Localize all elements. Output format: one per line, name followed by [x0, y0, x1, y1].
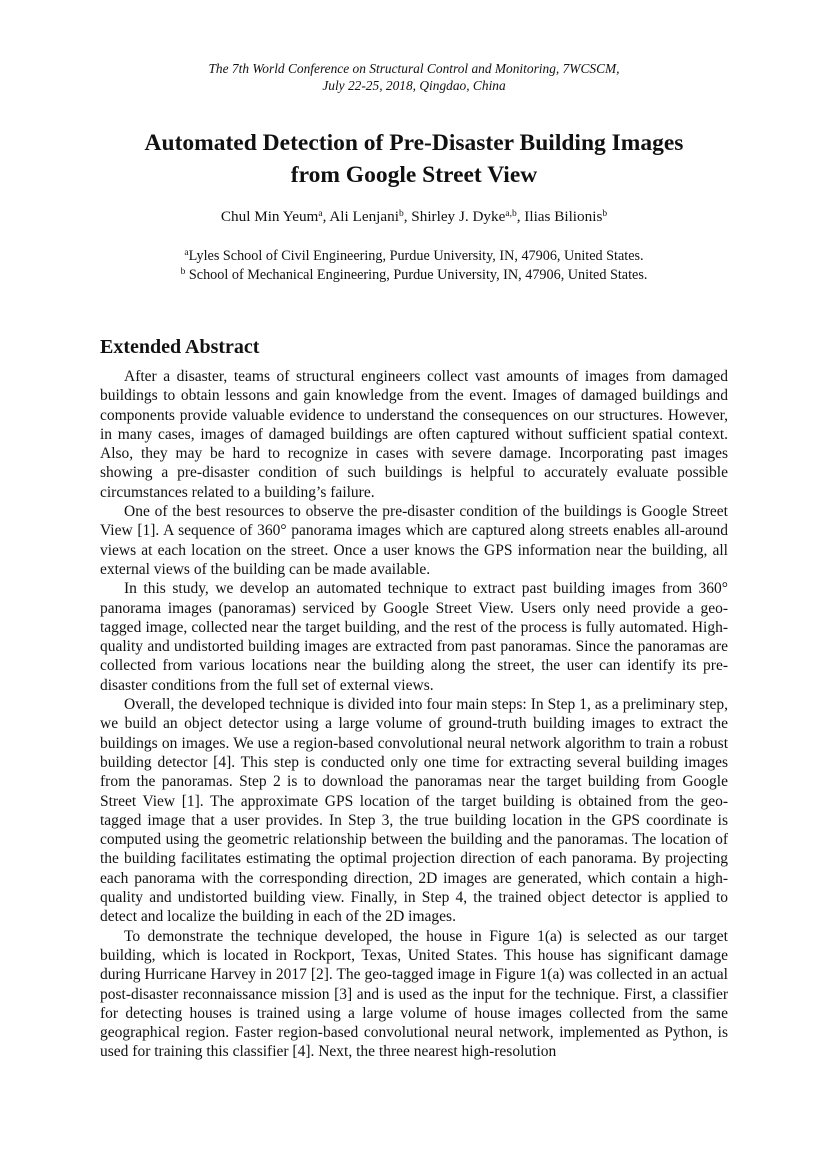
affiliation-text: Lyles School of Civil Engineering, Purdue University, IN, 47906, United States. [188, 248, 644, 264]
author-name: Shirley J. Dyke [411, 208, 506, 225]
author [221, 208, 323, 225]
conference-header [0, 60, 828, 94]
title-line-2: from Google Street View [290, 162, 538, 188]
author-affiliation-mark: b [602, 209, 608, 219]
affiliation-mark: b [180, 267, 186, 277]
title-line-1: Automated Detection of Pre-Disaster Building Images [144, 130, 684, 156]
paragraph: After a disaster, teams of structural engineers collect vast amounts of images from damaged buildings to obtain lessons and gain knowledge from the event. Images of damaged buildings and components provide valuable evidence to understand the consequences on our structures. However, in many cases, images of damaged buildings are often captured without sufficient spatial context. Also, they may be hard to recognize in cases with severe damage. Incorporating past images showing a pre-disaster condition of such buildings is helpful to accurately evaluate possible circumstances related to a building’s failure. [100, 368, 728, 501]
author-affiliation-mark: b [398, 209, 404, 219]
affiliation [0, 247, 828, 266]
conference-line-2: July 22-25, 2018, Qingdao, China [322, 78, 506, 93]
affiliation-text: School of Mechanical Engineering, Purdue University, IN, 47906, United States. [188, 267, 648, 283]
conference-line-1: The 7th World Conference on Structural Control and Monitoring, 7WCSCM, [208, 61, 620, 76]
paragraph: One of the best resources to observe the pre-disaster condition of the buildings is Google Street View [1]. A sequence of 360° panorama images which are captured along streets enables all-around views at each location on the street. Once a user knows the GPS information near the building, all external views of the building can be made available. [100, 503, 728, 578]
paragraph: To demonstrate the technique developed, the house in Figure 1(a) is selected as our target building, which is located in Rockport, Texas, United States. This house has significant damage during Hurricane Harvey in 2017 [2]. The geo-tagged image in Figure 1(a) was collected in an actual post-disaster reconnaissance mission [3] and is used as the input for the technique. First, a classifier for detecting houses is trained using a large volume of house images collected from the same geographical region. Faster region-based convolutional neural network, implemented as Python, is used for training this classifier [4]. Next, the three nearest high-resolution [100, 927, 728, 1061]
affiliation-list [0, 247, 828, 285]
affiliation [0, 266, 828, 285]
author [524, 208, 607, 225]
author-affiliation-mark: a,b [505, 209, 517, 219]
paper-title [0, 127, 828, 191]
author-list: Chul Min Yeum$^a$, Ali Lenjani$^b$, Shirley J. Dyke$^{a,b}$, Ilias Bilionis$^b$ [220, 208, 608, 225]
section-heading: Extended Abstract [100, 336, 260, 358]
author [411, 208, 516, 225]
author [329, 208, 403, 225]
paragraph: In this study, we develop an automated technique to extract past building images from 360° panorama images (panoramas) serviced by Google Street View. Users only need provide a geo-tagged image, collected near the target building, and the rest of the process is fully automated. High-quality and undistorted building images are extracted from past panoramas. Since the panoramas are collected from various locations near the building along the street, the user can identify its pre-disaster conditions from the full set of external views. [100, 580, 728, 694]
author-name: Chul Min Yeum [220, 208, 319, 225]
paragraph: Overall, the developed technique is divided into four main steps: In Step 1, as a preliminary step, we build an object detector using a large volume of ground-truth building images to extract the buildings on images. We use a region-based convolutional neural network algorithm to train a robust building detector [4]. This step is conducted only one time for extracting several building images from the panoramas. Step 2 is to download the panoramas near the target building from Google Street View [1]. The approximate GPS location of the target building is obtained from the geo-tagged image that a user provides. In Step 3, the true building location in the GPS coordinate is computed using the geometric relationship between the building and the panoramas. The location of the building facilitates estimating the optimal projection direction of each panorama. By projecting each panorama with the corresponding direction, 2D images are generated, which contain a high-quality and undistorted building view. Finally, in Step 4, the trained object detector is applied to detect and localize the building in each of the 2D images. [100, 696, 728, 926]
author-name: Ilias Bilionis [524, 208, 603, 225]
author-affiliation-mark: a [318, 209, 323, 219]
author-name: Ali Lenjani [329, 208, 399, 225]
affiliation-mark: a [184, 248, 189, 258]
abstract-body [100, 367, 728, 1062]
